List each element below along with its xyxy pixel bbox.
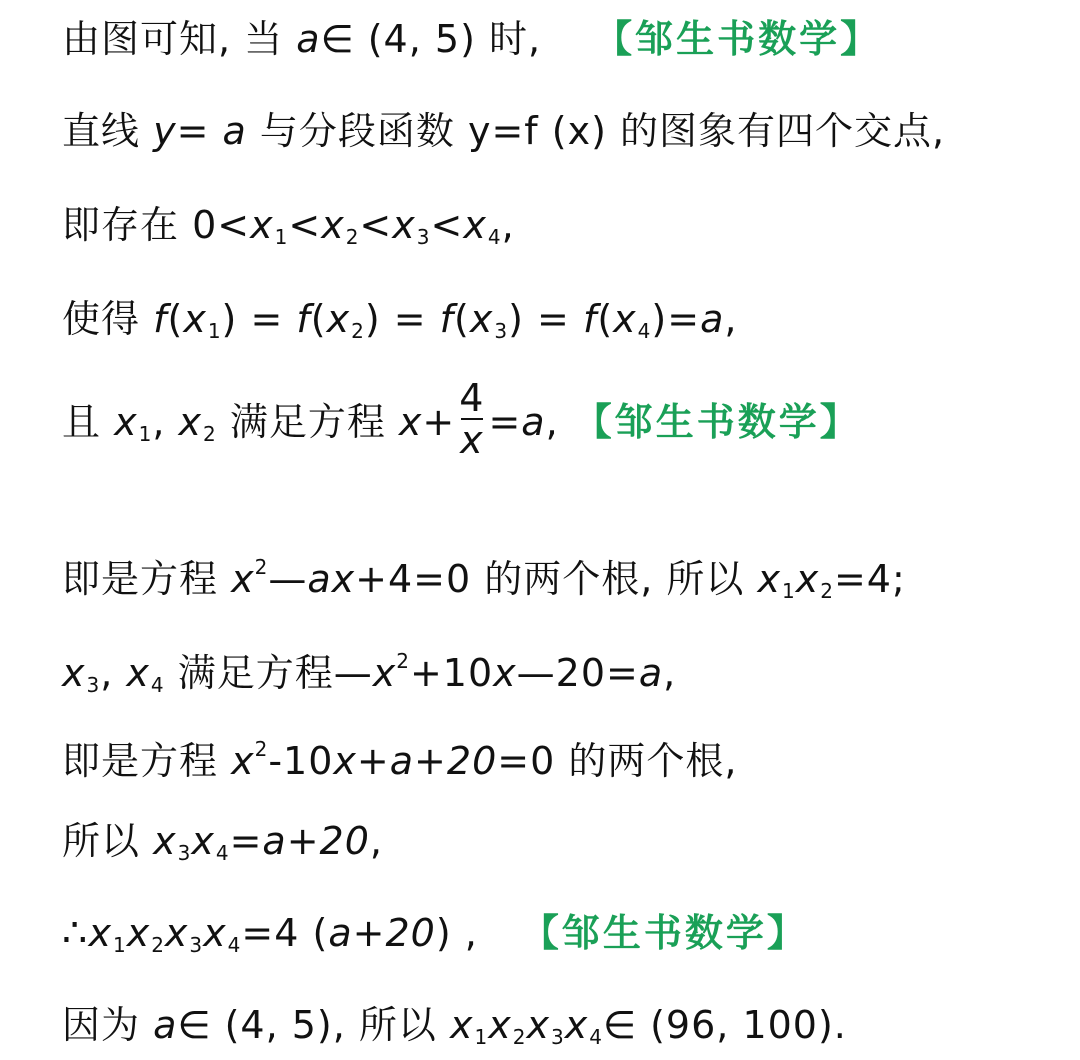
- eq-sign: =: [229, 819, 263, 863]
- var-x4: $x_4$: [613, 297, 652, 343]
- var-a: a: [222, 109, 247, 153]
- solution-line-11: [62, 1002, 847, 1060]
- var-x3: $x_3$: [526, 1003, 565, 1049]
- var-x1: $x_1$: [183, 297, 222, 343]
- var-x1: $x_1$: [449, 1003, 489, 1049]
- var-a: a: [328, 911, 353, 955]
- var-x2: $x_2$: [178, 400, 217, 446]
- var-x1: $x_1$: [757, 557, 796, 603]
- line-4-prefix: 使得: [62, 297, 154, 341]
- comma: ,: [663, 651, 677, 695]
- comma: ,: [501, 203, 515, 247]
- lt-sign: <: [430, 203, 464, 247]
- exponent: 2: [396, 649, 410, 673]
- line-6-end: =4;: [833, 557, 906, 601]
- var-a: a: [296, 17, 321, 61]
- solution-line-9: [62, 818, 383, 876]
- exponent: 2: [254, 555, 269, 579]
- comma: ,: [724, 297, 738, 341]
- var-a: a: [153, 1003, 178, 1047]
- solution-line-4: [62, 296, 737, 354]
- eq-4: =4 (: [241, 911, 329, 955]
- paren: (: [167, 297, 184, 341]
- line-11-prefix: 因为: [62, 1003, 154, 1047]
- solution-line-5: [62, 375, 861, 474]
- func-f: f: [153, 297, 168, 341]
- func-f: f: [582, 297, 598, 341]
- paren: ): [651, 297, 668, 341]
- line-1-rest: ∈ (4, 5) 时,: [320, 17, 542, 61]
- line-5-mid: 满足方程: [216, 400, 399, 444]
- paren: ) =: [221, 297, 297, 341]
- var-x2: $x_2$: [795, 557, 834, 603]
- line-8-prefix: 即是方程: [62, 739, 232, 783]
- term-plus-20: +20: [414, 739, 498, 783]
- line-6-prefix: 即是方程: [62, 557, 232, 601]
- close-paren: ) ,: [435, 911, 478, 955]
- fraction-denominator: x: [460, 417, 484, 462]
- term-plus-20: +20: [352, 911, 436, 955]
- line-5-prefix: 且: [62, 400, 115, 444]
- var-x1: $x_1$: [88, 911, 127, 957]
- var-a: a: [638, 651, 664, 695]
- var-x2: $x_2$: [321, 203, 360, 249]
- comma: ,: [100, 651, 127, 695]
- term-minus-10: -10: [268, 739, 334, 783]
- term-plus-20: +20: [286, 819, 370, 863]
- var-x4: $x_4$: [564, 1003, 603, 1049]
- minus-sign: —: [268, 557, 308, 601]
- var-x3: $x_3$: [469, 297, 509, 343]
- line-1-prefix: 由图可知, 当: [62, 17, 297, 61]
- solution-line-1: [62, 16, 881, 62]
- line-2-eq: =: [176, 109, 223, 153]
- var-x4: $x_4$: [203, 911, 242, 957]
- brand-watermark-2: 【邹生书数学】: [573, 400, 861, 444]
- lt-sign: <: [359, 203, 393, 247]
- var-x2: $x_2$: [126, 911, 165, 957]
- var-x3: $x_3$: [62, 651, 101, 697]
- solution-line-3: [62, 202, 515, 260]
- var-x: x: [398, 400, 423, 444]
- var-x3: $x_3$: [153, 819, 192, 865]
- solution-line-6: [62, 544, 906, 614]
- var-a: a: [262, 819, 287, 863]
- var-a: a: [521, 400, 546, 444]
- term-plus-10: +10: [409, 651, 494, 695]
- var-x: x: [493, 651, 517, 695]
- solution-line-7: [62, 638, 676, 708]
- line-2-prefix: 直线: [62, 109, 154, 153]
- paren: ) =: [508, 297, 583, 341]
- brand-watermark-1: 【邹生书数学】: [594, 17, 882, 61]
- paren: (: [454, 297, 470, 341]
- var-x: x: [333, 739, 357, 783]
- fraction-4-over-x: [457, 375, 486, 462]
- line-3-prefix: 即存在 0<: [62, 203, 251, 247]
- line-8-rest: =0 的两个根,: [497, 739, 738, 783]
- var-x: x: [372, 651, 397, 695]
- eq-sign: =: [488, 400, 522, 444]
- line-6-rest: +4=0 的两个根, 所以: [355, 557, 758, 601]
- solution-line-8: [62, 726, 737, 784]
- solution-line-10: [62, 910, 808, 968]
- var-y: y: [153, 109, 177, 153]
- func-f: f: [439, 297, 455, 341]
- term-ax: ax: [307, 557, 356, 601]
- comma: ,: [369, 819, 383, 863]
- eq-sign: =: [667, 297, 701, 341]
- var-x4: $x_4$: [191, 819, 230, 865]
- var-x4: $x_4$: [463, 203, 502, 249]
- brand-watermark-3: 【邹生书数学】: [520, 911, 808, 955]
- var-a: a: [700, 297, 725, 341]
- paren: ) =: [364, 297, 440, 341]
- lt-sign: <: [288, 203, 322, 247]
- comma: ,: [545, 400, 559, 444]
- solution-line-2: [62, 108, 945, 154]
- var-x: x: [231, 739, 255, 783]
- therefore-symbol: ∴: [62, 910, 89, 956]
- func-f: f: [296, 297, 311, 341]
- var-x2: $x_2$: [488, 1003, 527, 1049]
- var-x3: $x_3$: [392, 203, 431, 249]
- var-x: x: [231, 557, 255, 601]
- fraction-numerator: 4: [459, 375, 485, 420]
- var-x1: $x_1$: [114, 400, 153, 446]
- var-x1: $x_1$: [250, 203, 289, 249]
- line-9-prefix: 所以: [62, 819, 154, 863]
- var-x2: $x_2$: [326, 297, 365, 343]
- line-2-rest: 与分段函数 y=f (x) 的图象有四个交点,: [246, 109, 946, 153]
- line-11-end: ∈ (96, 100).: [602, 1003, 847, 1047]
- exponent: 2: [254, 737, 269, 761]
- var-x3: $x_3$: [164, 911, 204, 957]
- var-x4: $x_4$: [126, 651, 165, 697]
- var-a: a: [389, 739, 415, 783]
- paren: (: [310, 297, 327, 341]
- comma: ,: [152, 400, 179, 444]
- paren: (: [597, 297, 614, 341]
- plus-sign: +: [356, 739, 390, 783]
- line-11-mid: ∈ (4, 5), 所以: [177, 1003, 450, 1047]
- line-7-mid: 满足方程—: [164, 651, 373, 695]
- plus-sign: +: [422, 400, 456, 444]
- term-minus-20: —20=: [516, 651, 639, 695]
